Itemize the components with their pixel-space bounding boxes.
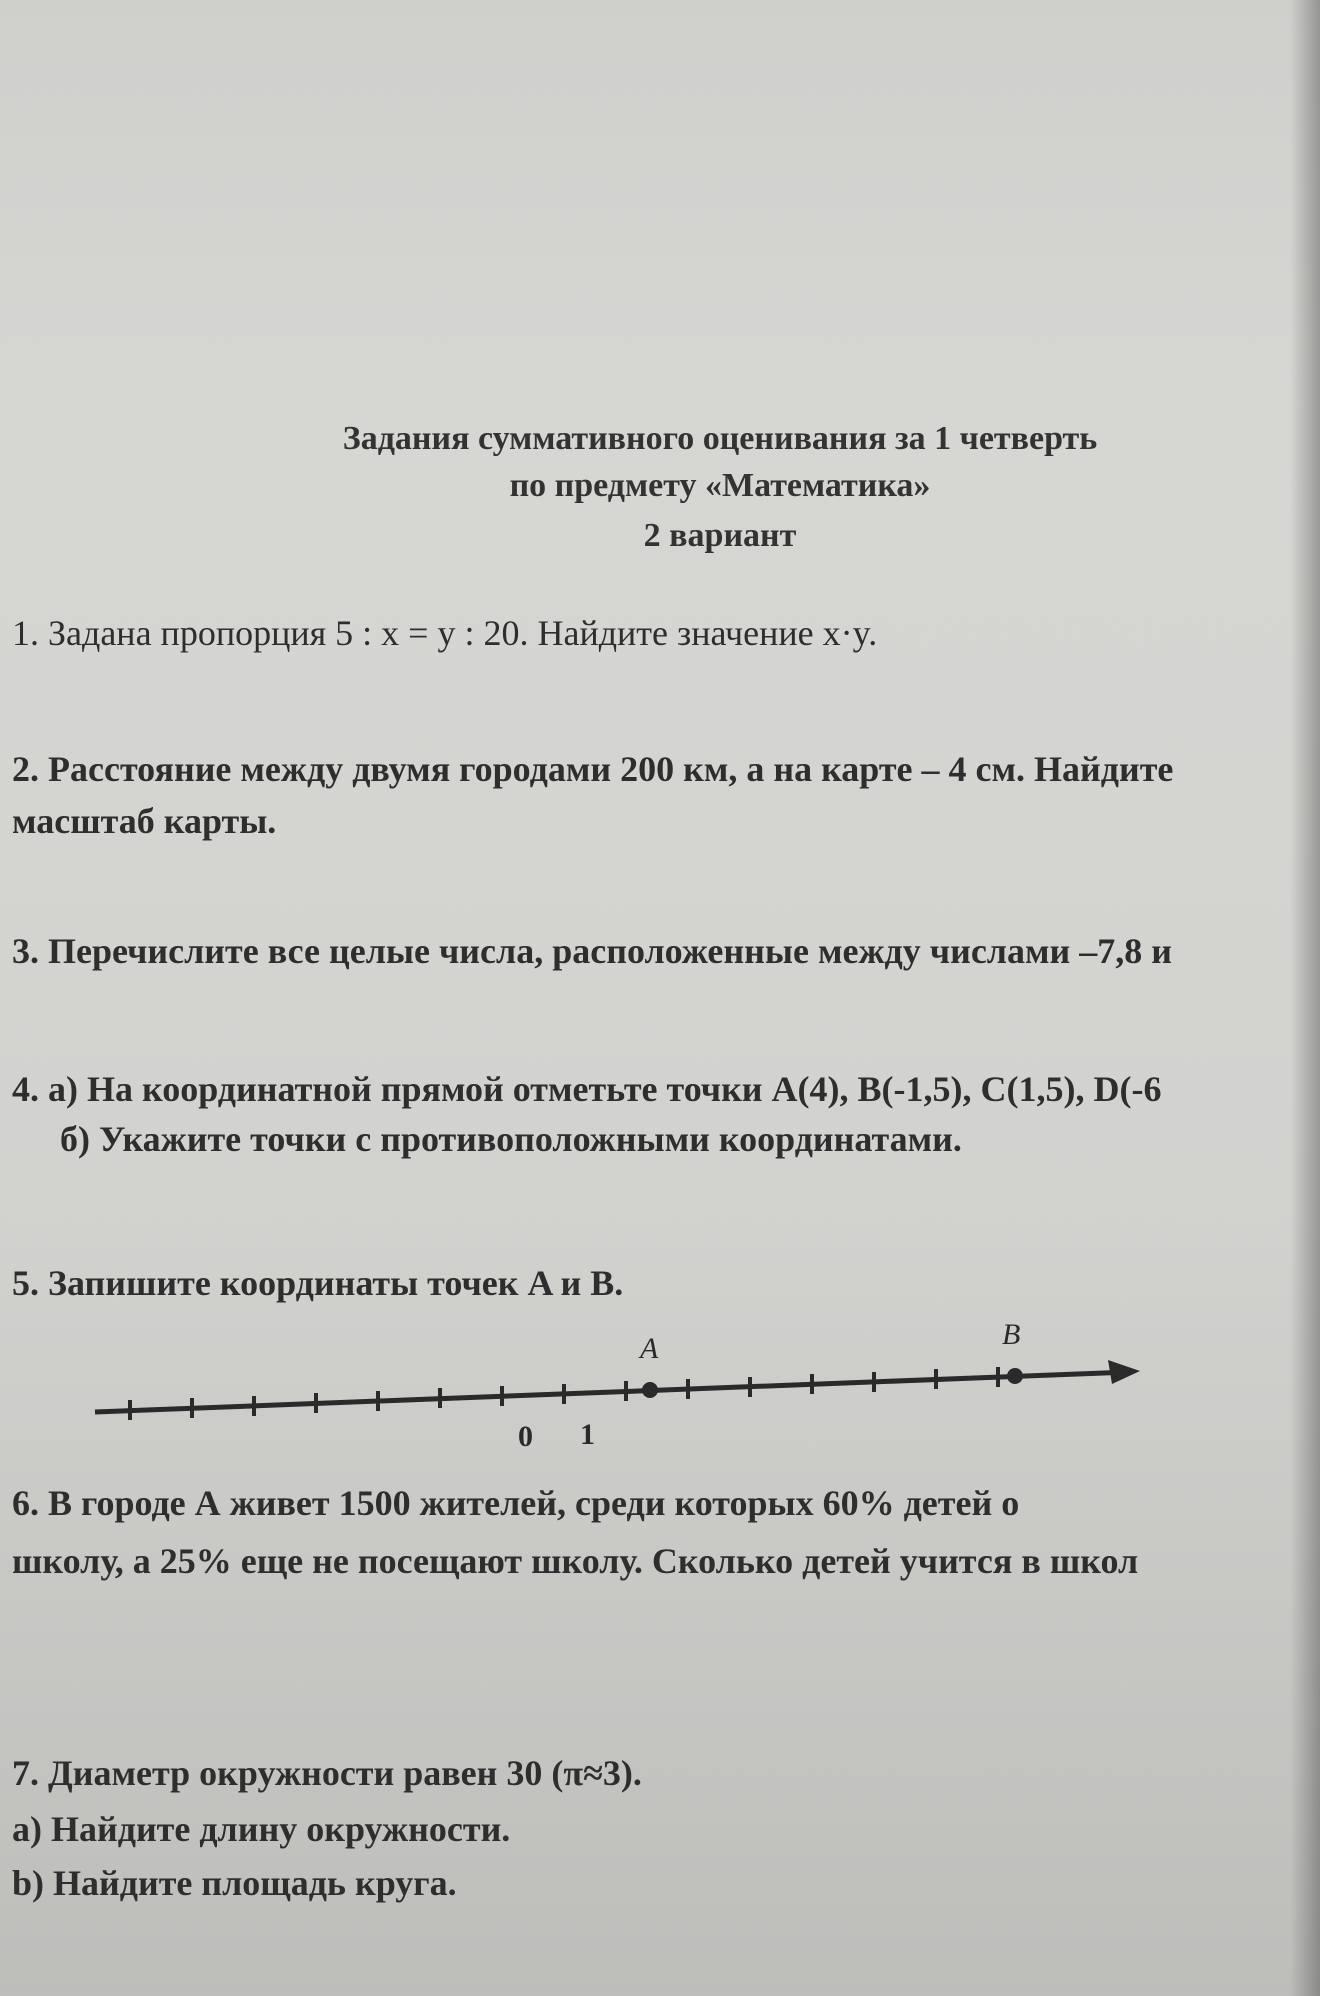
number-line-axis <box>95 1372 1130 1412</box>
task-6-line-1: 6. В городе А живет 1500 жителей, среди которых 60% детей о <box>12 1483 1020 1523</box>
header-subject: по предмету «Математика» <box>509 467 931 504</box>
label-one: 1 <box>580 1418 595 1450</box>
header-title: Задания суммативного оценивания за 1 четверть <box>342 420 1098 457</box>
edge-shadow <box>1290 0 1320 1996</box>
task-4b: б) Укажите точки с противоположными координатами. <box>60 1119 962 1159</box>
point-b <box>1007 1368 1023 1384</box>
task-5: 5. Запишите координаты точек A и B. <box>12 1263 624 1303</box>
task-6-line-2: школу, а 25% еще не посещают школу. Сколько детей учится в школ <box>12 1541 1139 1581</box>
task-3: 3. Перечислите все целые числа, расположенные между числами –7,8 и <box>12 931 1172 971</box>
number-line-ticks <box>130 1367 998 1420</box>
label-point-b: B <box>1002 1320 1021 1351</box>
label-zero: 0 <box>518 1420 533 1450</box>
task-7: 7. Диаметр окружности равен 30 (π≈3). <box>12 1753 642 1793</box>
task-7b: b) Найдите площадь круга. <box>12 1863 457 1903</box>
point-a <box>642 1382 658 1398</box>
label-point-a: A <box>640 1332 659 1365</box>
task-2-line-1: 2. Расстояние между двумя городами 200 км, а на карте – 4 см. Найдите <box>12 749 1174 789</box>
task-7a: а) Найдите длину окружности. <box>12 1809 511 1849</box>
number-line-arrow <box>1108 1360 1140 1384</box>
task-2-line-2: масштаб карты. <box>12 801 277 841</box>
number-line <box>90 1320 1150 1450</box>
task-1: 1. Задана пропорция 5 : x = y : 20. Найдите значение x·y. <box>12 613 878 653</box>
task-4a: 4. а) На координатной прямой отметьте точки A(4), B(-1,5), C(1,5), D(-6 <box>12 1069 1162 1109</box>
header-variant: 2 вариант <box>643 517 797 554</box>
